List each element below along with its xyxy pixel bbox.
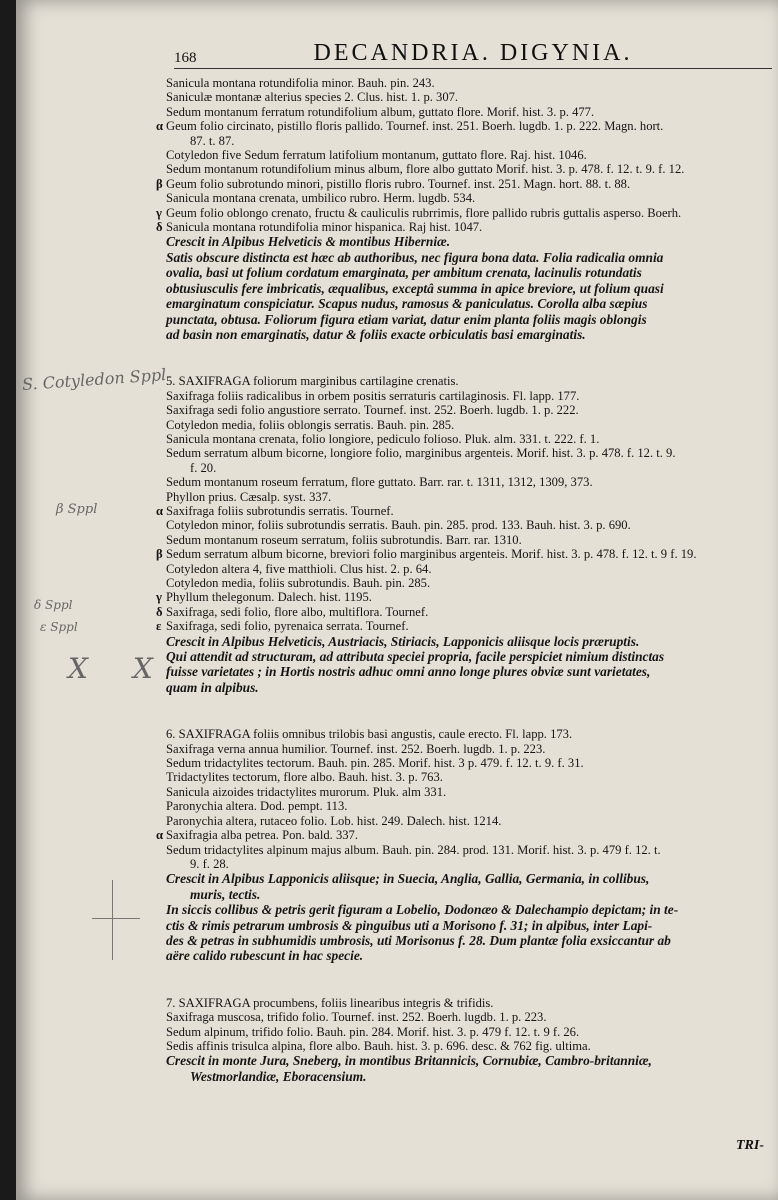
line-text: Saxifraga foliis subrotundis serratis. Tournef. <box>166 503 394 518</box>
species-heading <box>166 374 778 388</box>
line-text: Westmorlandiæ, Eboracensium. <box>190 1068 367 1084</box>
line-text: 9. f. 28. <box>190 856 229 871</box>
synonym-line <box>166 490 778 504</box>
line-text: Cotyledon media, foliis oblongis serratis. Bauh. pin. 285. <box>166 417 455 432</box>
synonym-line <box>156 604 778 619</box>
line-text: Qui attendit ad structuram, ad attributa speciei propria, facile perspiciet nimium distinctas <box>166 649 665 665</box>
synonym-line <box>166 756 778 770</box>
line-text: 87. t. 87. <box>190 133 235 148</box>
line-text: Saxifraga, sedi folio, flore albo, multiflora. Tournef. <box>166 604 429 619</box>
line-text: Sedum tridactylites tectorum. Bauh. pin. 285. Morif. hist. 3 p. 479. f. 12. t. 9. f. 31. <box>166 756 584 771</box>
line-text: Geum folio subrotundo minori, pistillo floris rubro. Tournef. inst. 251. Magn. hort. 88. t. 88. <box>166 176 631 191</box>
synonym-line <box>166 785 778 799</box>
commentary-line <box>166 649 778 664</box>
synonym-line <box>166 432 778 446</box>
line-text: muris, tectis. <box>190 886 261 902</box>
line-text: Sedum montanum rotundifolium minus album, flore albo guttato Morif. hist. 3. p. 478. f. 12. t. 9. f. 12. <box>166 162 685 177</box>
book-page <box>16 0 778 1200</box>
synonym-line <box>156 119 778 134</box>
line-text: Crescit in Alpibus Lapponicis aliisque; in Suecia, Anglia, Gallia, Germania, in collibus, <box>166 871 650 887</box>
line-text: Sedum montanum ferratum rotundifolium album, guttato flore. Morif. hist. 3. p. 477. <box>166 104 595 119</box>
line-text: Satis obscure distincta est hæc ab authoribus, nec figura bona data. Folia radicalia omnia <box>166 249 664 265</box>
line-text: Sedum serratum album bicorne, longiore folio, marginibus argenteis. Morif. hist. 3. p. 478. f. 12. t. 9. <box>166 446 676 461</box>
commentary-line <box>166 312 778 327</box>
line-text: Crescit in Alpibus Helveticis, Austriacis, Stiriacis, Lapponicis aliisque locis præruptis. <box>166 633 640 649</box>
handwritten-note: β Sppl <box>56 502 98 517</box>
synonym-line <box>166 418 778 432</box>
line-text: In siccis collibus & petris gerit figuram a Lobelio, Dodonæo & Dalechampio depictam; in te- <box>166 902 679 918</box>
synonym-line <box>166 857 778 871</box>
catchword: TRI- <box>736 1138 764 1153</box>
line-text: Sedis affinis trisulca alpina, flore albo. Bauh. hist. 3. p. 696. desc. & 762 fig. ultima. <box>166 1038 591 1053</box>
line-text: aëre calido rubescunt in hac specie. <box>166 948 364 964</box>
synonym-line <box>156 590 778 605</box>
line-text: des & petras in subhumidis umbrosis, uti Morisonus f. 28. Dum plantæ folia exsiccantur ab <box>166 932 671 948</box>
species-heading <box>166 996 778 1010</box>
line-text: 6. SAXIFRAGA foliis omnibus trilobis basi angustis, caule erecto. Fl. lapp. 173. <box>166 727 573 742</box>
habitat-line <box>166 871 778 886</box>
line-text: Saxifraga foliis radicalibus in orbem positis serraturis cartilaginosis. Fl. lapp. 177. <box>166 388 580 403</box>
line-text: Saxifraga, sedi folio, pyrenaica serrata. Tournef. <box>166 619 409 634</box>
commentary-line <box>166 918 778 933</box>
variety-marker: β <box>156 176 163 191</box>
synonym-line <box>166 533 778 547</box>
commentary-line <box>166 664 778 679</box>
page-number: 168 <box>174 50 197 66</box>
commentary-line <box>166 296 778 311</box>
line-text: f. 20. <box>190 460 217 475</box>
variety-marker: ε <box>156 619 162 634</box>
line-text: Cotyledon media, foliis subrotundis. Bauh. pin. 285. <box>166 576 431 590</box>
variety-marker: β <box>156 547 163 562</box>
line-text: Crescit in monte Jura, Sneberg, in montibus Britannicis, Cornubiæ, Cambro-britanniæ, <box>166 1053 652 1069</box>
synonym-line <box>156 220 778 235</box>
synonym-line <box>166 90 778 104</box>
variety-marker: δ <box>156 220 163 235</box>
handwritten-crosses: X X <box>68 652 171 685</box>
habitat-line <box>166 634 778 649</box>
line-text: Cotyledon five Sedum ferratum latifolium montanum, guttato flore. Raj. hist. 1046. <box>166 148 587 163</box>
line-text: Saxifraga sedi folio angustiore serrato. Tournef. inst. 252. Boerh. lugdb. 1. p. 222. <box>166 403 579 418</box>
habitat-line <box>166 1053 778 1068</box>
habitat-line <box>166 234 778 249</box>
page-title: DECANDRIA. DIGYNIA. <box>313 40 633 66</box>
line-text: Paronychia altera. Dod. pempt. 113. <box>166 799 348 814</box>
pencil-cross <box>112 880 113 960</box>
line-text: Sedum montanum roseum ferratum, flore guttato. Barr. rar. t. 1311, 1312, 1309, 373. <box>166 475 593 490</box>
line-text: Tridactylites tectorum, flore albo. Bauh. hist. 3. p. 763. <box>166 770 443 785</box>
line-text: Sedum serratum album bicorne, breviori folio marginibus argenteis. Morif. hist. 3. p. 478. f. 12. t. 9 f. 19. <box>166 547 697 562</box>
variety-marker: δ <box>156 604 163 619</box>
commentary-line <box>166 933 778 948</box>
line-text: punctata, obtusa. Foliorum figura etiam variat, datur enim planta foliis magis oblongis <box>166 311 647 327</box>
synonym-line <box>166 742 778 756</box>
synonym-line <box>156 547 778 562</box>
synonym-line <box>166 148 778 162</box>
commentary-line <box>166 327 778 342</box>
handwritten-note: δ Sppl <box>34 598 73 612</box>
synonym-line <box>156 205 778 220</box>
section-gap <box>166 342 778 368</box>
commentary-line <box>166 250 778 265</box>
line-text: Phyllon prius. Cæsalp. syst. 337. <box>166 489 332 504</box>
line-text: Sanicula montana crenata, umbilico rubro. Herm. lugdb. 534. <box>166 191 476 206</box>
line-text: Saniculæ montanæ alterius species 2. Clus. hist. 1. p. 307. <box>166 90 459 105</box>
line-text: Sanicula montana crenata, folio longiore, pediculo folioso. Pluk. alm. 331. t. 222. f. 1. <box>166 431 600 446</box>
synonym-line <box>166 461 778 475</box>
variety-marker: α <box>156 119 164 134</box>
line-text: ad basin non emarginatis, datur & foliis exacte orbiculatis basi emarginatis. <box>166 326 586 342</box>
synonym-line <box>166 843 778 857</box>
commentary-line <box>166 281 778 296</box>
line-text: Saxifraga muscosa, trifido folio. Tournef. inst. 252. Boerh. lugdb. 1. p. 223. <box>166 1010 547 1025</box>
commentary-line <box>166 902 778 917</box>
line-text: emarginatum conspiciatur. Scapus nudus, ramosus & paniculatus. Corolla alba sæpius <box>166 296 648 312</box>
synonym-line <box>166 162 778 176</box>
line-text: Sedum tridactylites alpinum majus album. Bauh. pin. 284. prod. 131. Morif. hist. 3. p. 479 f. 12. t. <box>166 842 661 857</box>
line-text: Geum folio oblongo crenato, fructu & cauliculis rubrrimis, flore pallido rubris guttalis asperso. Boerh. <box>166 205 682 220</box>
line-text: Paronychia altera, rutaceo folio. Lob. hist. 249. Dalech. hist. 1214. <box>166 813 502 828</box>
line-text: Phyllum thelegonum. Dalech. hist. 1195. <box>166 590 372 605</box>
line-text: Sanicula aizoides tridactylites murorum. Pluk. alm 331. <box>166 784 447 799</box>
line-text: Cotyledon altera 4, five matthioli. Clus hist. 2. p. 64. <box>166 561 432 576</box>
synonym-line <box>166 446 778 460</box>
synonym-line <box>166 1025 778 1039</box>
commentary-line <box>166 948 778 963</box>
section-gap <box>166 695 778 721</box>
line-text: Sedum alpinum, trifido folio. Bauh. pin. 284. Morif. hist. 3. p. 479 f. 12. t. 9 f. 26. <box>166 1024 580 1039</box>
line-text: quam in alpibus. <box>166 679 259 695</box>
pencil-cross <box>92 918 140 919</box>
synonym-line <box>156 176 778 191</box>
line-text: Geum folio circinato, pistillo floris pallido. Tournef. inst. 251. Boerh. lugdb. 1. p. 222. Magn. hort. <box>166 119 664 134</box>
commentary-line <box>166 265 778 280</box>
synonym-line <box>166 134 778 148</box>
variety-marker: γ <box>156 590 162 605</box>
handwritten-note: S. Cotyledon Sppl <box>21 364 167 395</box>
handwritten-note: ε Sppl <box>40 620 78 634</box>
synonym-line <box>166 799 778 813</box>
habitat-line <box>166 1069 778 1084</box>
line-text: Sanicula montana rotundifolia minor. Bauh. pin. 243. <box>166 76 435 90</box>
running-head <box>174 38 772 69</box>
variety-marker: γ <box>156 205 162 220</box>
variety-marker: α <box>156 828 164 843</box>
line-text: obtusiusculis fere imbricatis, æqualibus, exceptâ summa in apice breviore, ut folium quasi <box>166 280 664 296</box>
line-text: 7. SAXIFRAGA procumbens, foliis linearibus integris & trifidis. <box>166 995 494 1010</box>
synonym-line <box>166 475 778 489</box>
synonym-line <box>166 1039 778 1053</box>
line-text: Saxifragia alba petrea. Pon. bald. 337. <box>166 828 358 843</box>
variety-marker: α <box>156 503 164 518</box>
species-heading <box>166 727 778 741</box>
line-text: ovalia, basi ut folium cordatum emarginata, per ambitum crenata, lacinulis rotundatis <box>166 265 642 281</box>
synonym-line <box>166 389 778 403</box>
synonym-line <box>156 828 778 843</box>
line-text: fuisse varietates ; in Hortis nostris adhuc omni anno longe plures obviæ sunt varietates, <box>166 664 651 680</box>
synonym-line <box>156 619 778 634</box>
line-text: Crescit in Alpibus Helveticis & montibus Hiberniæ. <box>166 234 451 250</box>
synonym-line <box>166 576 778 590</box>
synonym-line <box>166 1010 778 1024</box>
line-text: Saxifraga verna annua humilior. Tournef. inst. 252. Boerh. lugdb. 1. p. 223. <box>166 741 546 756</box>
text-body <box>156 76 778 1084</box>
line-text: Sanicula montana rotundifolia minor hispanica. Raj hist. 1047. <box>166 220 483 235</box>
synonym-line <box>166 814 778 828</box>
synonym-line <box>166 403 778 417</box>
line-text: Sedum montanum roseum serratum, foliis subrotundis. Barr. rar. 1310. <box>166 532 522 547</box>
synonym-line <box>166 105 778 119</box>
synonym-line <box>166 518 778 532</box>
section-gap <box>166 964 778 990</box>
synonym-line <box>166 76 778 90</box>
synonym-line <box>166 770 778 784</box>
synonym-line <box>156 503 778 518</box>
habitat-line <box>166 887 778 902</box>
line-text: Cotyledon minor, foliis subrotundis serratis. Bauh. pin. 285. prod. 133. Bauh. hist. 3. p. 690. <box>166 518 631 533</box>
synonym-line <box>166 562 778 576</box>
line-text: ctis & rimis petrarum umbrosis & pinguibus uti a Morisono f. 31; in alpibus, inter Lapi- <box>166 917 653 933</box>
synonym-line <box>166 191 778 205</box>
line-text: 5. SAXIFRAGA foliorum marginibus cartilagine crenatis. <box>166 374 459 389</box>
commentary-line <box>166 680 778 695</box>
